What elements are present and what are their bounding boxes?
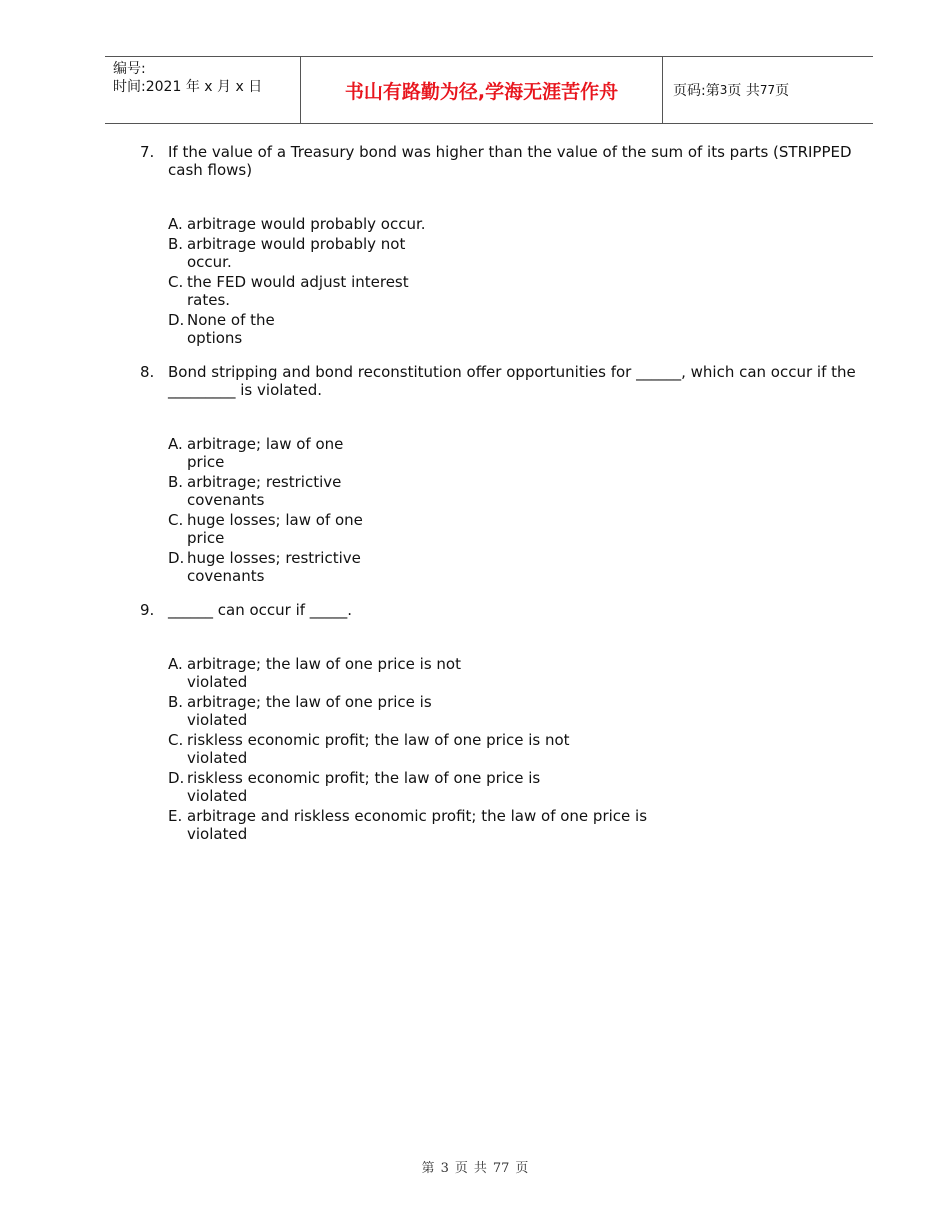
question-list <box>140 143 860 845</box>
option-b <box>168 235 427 271</box>
question-number: 8. <box>140 363 155 381</box>
page-total: 77 <box>759 83 776 97</box>
page-label: 页码: <box>673 83 706 99</box>
option-text: riskless economic profit; the law of one price is violated <box>187 769 541 805</box>
page-gong: 共 <box>745 83 760 99</box>
page-ye: 页 <box>727 83 742 99</box>
option-a <box>168 215 427 233</box>
option-text: None of the options <box>187 311 275 347</box>
option-text: arbitrage; restrictive covenants <box>187 473 342 509</box>
option-text: riskless economic profit; the law of one price is not violated <box>187 731 570 767</box>
option-label: D. <box>168 549 185 567</box>
question-7 <box>140 143 860 347</box>
option-label: B. <box>168 693 184 711</box>
option-label: C. <box>168 273 184 291</box>
page-indicator <box>663 57 873 123</box>
question-8 <box>140 363 860 585</box>
option-label: D. <box>168 311 185 329</box>
question-number: 9. <box>140 601 155 619</box>
option-label: A. <box>168 435 183 453</box>
page-footer <box>0 1157 950 1176</box>
footer-ye-2: 页 <box>515 1161 529 1176</box>
month-unit: 月 <box>217 79 232 95</box>
number-label: 编号: <box>113 61 146 77</box>
option-a <box>168 655 477 691</box>
option-text: the FED would adjust interest rates. <box>187 273 409 309</box>
footer-gong: 共 <box>473 1161 487 1176</box>
option-text: huge losses; law of one price <box>187 511 363 547</box>
question-number: 7. <box>140 143 155 161</box>
footer-ye: 页 <box>454 1161 468 1176</box>
option-c <box>168 511 397 547</box>
option-text: arbitrage; the law of one price is violated <box>187 693 432 729</box>
question-9 <box>140 601 860 843</box>
time-label: 时间: <box>113 79 146 95</box>
footer-page-current: 3 <box>440 1161 449 1176</box>
option-text: arbitrage; law of one price <box>187 435 344 471</box>
header-left-cell <box>105 57 300 123</box>
option-list <box>168 215 860 347</box>
page-di: 第 <box>705 83 720 99</box>
option-label: A. <box>168 655 183 673</box>
option-text: arbitrage; the law of one price is not violated <box>187 655 461 691</box>
question-stem: Bond stripping and bond reconstitution offer opportunities for ______, which can occur if the _________ is violated. <box>168 363 856 399</box>
option-list <box>168 435 860 585</box>
day-unit: 日 <box>248 79 263 95</box>
date-line <box>113 78 300 96</box>
option-label: C. <box>168 511 184 529</box>
option-text: arbitrage would probably not occur. <box>187 235 406 271</box>
option-c <box>168 273 427 309</box>
year-unit: 年 <box>185 79 200 95</box>
option-text: arbitrage and riskless economic profit; the law of one price is violated <box>187 807 648 843</box>
footer-di: 第 <box>421 1161 435 1176</box>
footer-page-total: 77 <box>492 1161 510 1176</box>
option-text: arbitrage would probably occur. <box>187 215 426 233</box>
option-e <box>168 807 657 843</box>
option-d <box>168 549 397 585</box>
option-b <box>168 473 377 509</box>
option-label: B. <box>168 473 184 491</box>
question-stem: If the value of a Treasury bond was higher than the value of the sum of its parts (STRIPPED cash flows) <box>168 143 852 179</box>
day-value: x <box>235 79 244 95</box>
page-header <box>105 56 873 124</box>
question-stem: ______ can occur if _____. <box>168 601 353 619</box>
month-value: x <box>204 79 213 95</box>
option-list <box>168 655 860 843</box>
page-ye-2: 页 <box>775 83 790 99</box>
year-value: 2021 <box>145 79 182 95</box>
option-c <box>168 731 617 767</box>
option-text: huge losses; restrictive covenants <box>187 549 361 585</box>
option-label: B. <box>168 235 184 253</box>
option-b <box>168 693 462 729</box>
option-label: D. <box>168 769 185 787</box>
option-a <box>168 435 377 471</box>
option-label: A. <box>168 215 183 233</box>
option-label: E. <box>168 807 183 825</box>
option-d <box>168 311 307 347</box>
motto: 书山有路勤为径,学海无涯苦作舟 <box>300 57 663 123</box>
page-current: 3 <box>719 83 728 97</box>
option-d <box>168 769 587 805</box>
option-label: C. <box>168 731 184 749</box>
